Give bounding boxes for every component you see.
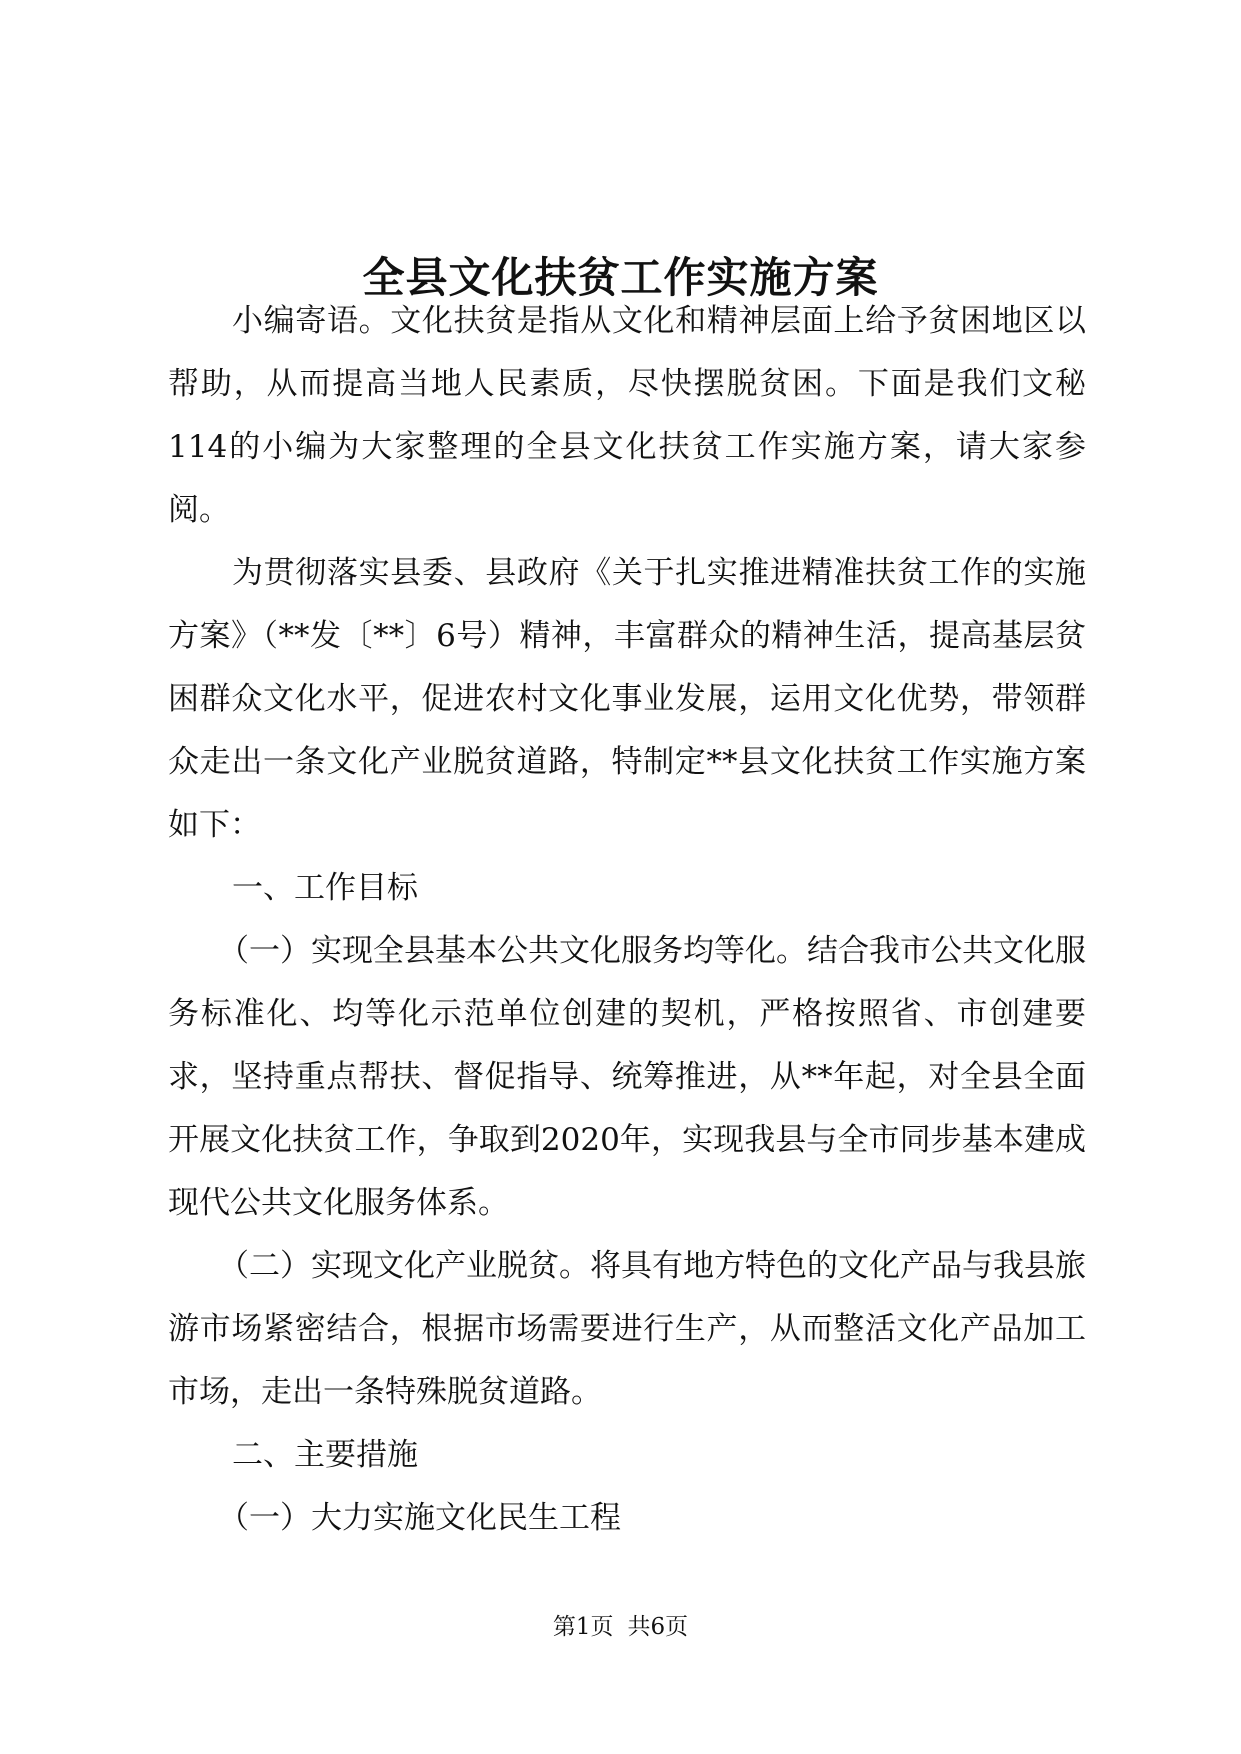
purpose-paragraph: 为贯彻落实县委、县政府《关于扎实推进精准扶贫工作的实施方案》（**发〔**〕6号）精神，丰富群众的精神生活，提高基层贫困群众文化水平，促进农村文化事业发展，运用文化优势，带领群众走出一条文化产业脱贫道路，特制定**县文化扶贫工作实施方案如下： bbox=[168, 555, 1086, 843]
page-total: 共6页 bbox=[627, 1614, 689, 1640]
intro-paragraph: 小编寄语。文化扶贫是指从文化和精神层面上给予贫困地区以帮助，从而提高当地人民素质，尽快摆脱贫困。下面是我们文秘114的小编为大家整理的全县文化扶贫工作实施方案，请大家参阅。 bbox=[168, 303, 1086, 528]
goal-paragraph-1: （一）实现全县基本公共文化服务均等化。结合我市公共文化服务标准化、均等化示范单位创建的契机，严格按照省、市创建要求，坚持重点帮扶、督促指导、统筹推进，从**年起，对全县全面开展文化扶贫工作，争取到2020年，实现我县与全市同步基本建成现代公共文化服务体系。 bbox=[168, 933, 1086, 1221]
section-heading-goals: 一、工作目标 bbox=[232, 870, 418, 906]
page-footer bbox=[0, 1612, 1241, 1642]
document-body bbox=[168, 290, 1086, 1550]
section-heading-measures: 二、主要措施 bbox=[232, 1437, 418, 1473]
goal-paragraph-2: （二）实现文化产业脱贫。将具有地方特色的文化产品与我县旅游市场紧密结合，根据市场需要进行生产，从而整活文化产品加工市场，走出一条特殊脱贫道路。 bbox=[168, 1248, 1086, 1410]
document-title: 全县文化扶贫工作实施方案 bbox=[362, 253, 879, 303]
measure-subheading-1: （一）大力实施文化民生工程 bbox=[218, 1500, 621, 1536]
page-number: 第1页 bbox=[552, 1614, 614, 1640]
